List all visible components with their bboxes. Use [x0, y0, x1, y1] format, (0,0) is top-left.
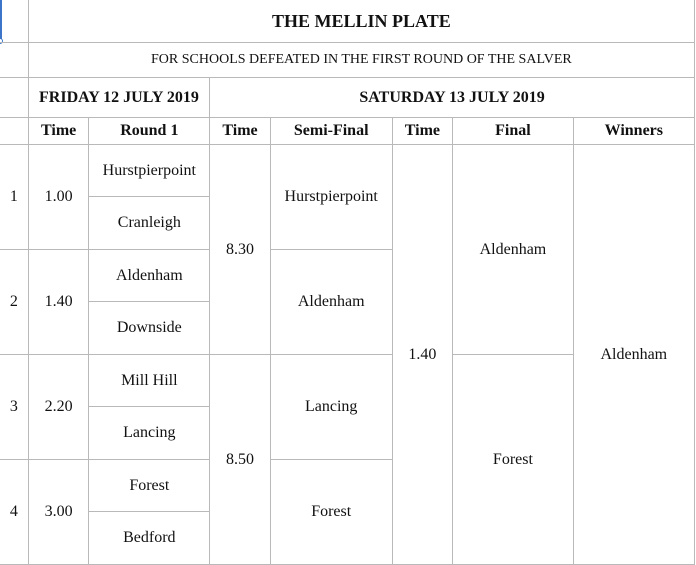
match-number: 1: [0, 145, 28, 250]
semi-final-time: 8.30: [210, 145, 271, 355]
final-team: Aldenham: [453, 145, 573, 355]
semi-final-team: Aldenham: [270, 250, 392, 355]
column-header-winners: Winners: [573, 118, 694, 145]
team-cell: Bedford: [89, 512, 210, 565]
match-time: 1.00: [28, 145, 89, 250]
column-header-semi-final: Semi-Final: [270, 118, 392, 145]
match-number: 2: [0, 250, 28, 355]
semi-final-team: Forest: [270, 460, 392, 565]
final-time: 1.40: [392, 145, 453, 565]
team-cell: Hurstpierpoint: [89, 145, 210, 197]
team-cell: Lancing: [89, 407, 210, 460]
team-cell: Cranleigh: [89, 197, 210, 250]
date-header-saturday: SATURDAY 13 JULY 2019: [210, 78, 695, 118]
match-time: 3.00: [28, 460, 89, 565]
semi-final-team: Lancing: [270, 355, 392, 460]
team-cell: Mill Hill: [89, 355, 210, 407]
final-team: Forest: [453, 355, 573, 565]
page-title: THE MELLIN PLATE: [28, 0, 694, 43]
column-header-time: Time: [392, 118, 453, 145]
team-cell: Downside: [89, 302, 210, 355]
semi-final-team: Hurstpierpoint: [270, 145, 392, 250]
corner-cell: [0, 78, 28, 118]
corner-cell: [0, 0, 28, 43]
team-cell: Aldenham: [89, 250, 210, 302]
column-header-round-1: Round 1: [89, 118, 210, 145]
match-number: 3: [0, 355, 28, 460]
date-header-friday: FRIDAY 12 JULY 2019: [28, 78, 209, 118]
column-header-time: Time: [28, 118, 89, 145]
semi-final-time: 8.50: [210, 355, 271, 565]
winner-cell: Aldenham: [573, 145, 694, 565]
corner-cell: [0, 43, 28, 78]
column-header-final: Final: [453, 118, 573, 145]
column-header-time: Time: [210, 118, 271, 145]
team-cell: Forest: [89, 460, 210, 512]
match-time: 2.20: [28, 355, 89, 460]
corner-cell: [0, 118, 28, 145]
match-time: 1.40: [28, 250, 89, 355]
page-subtitle: FOR SCHOOLS DEFEATED IN THE FIRST ROUND OF THE SALVER: [28, 43, 694, 78]
match-number: 4: [0, 460, 28, 565]
